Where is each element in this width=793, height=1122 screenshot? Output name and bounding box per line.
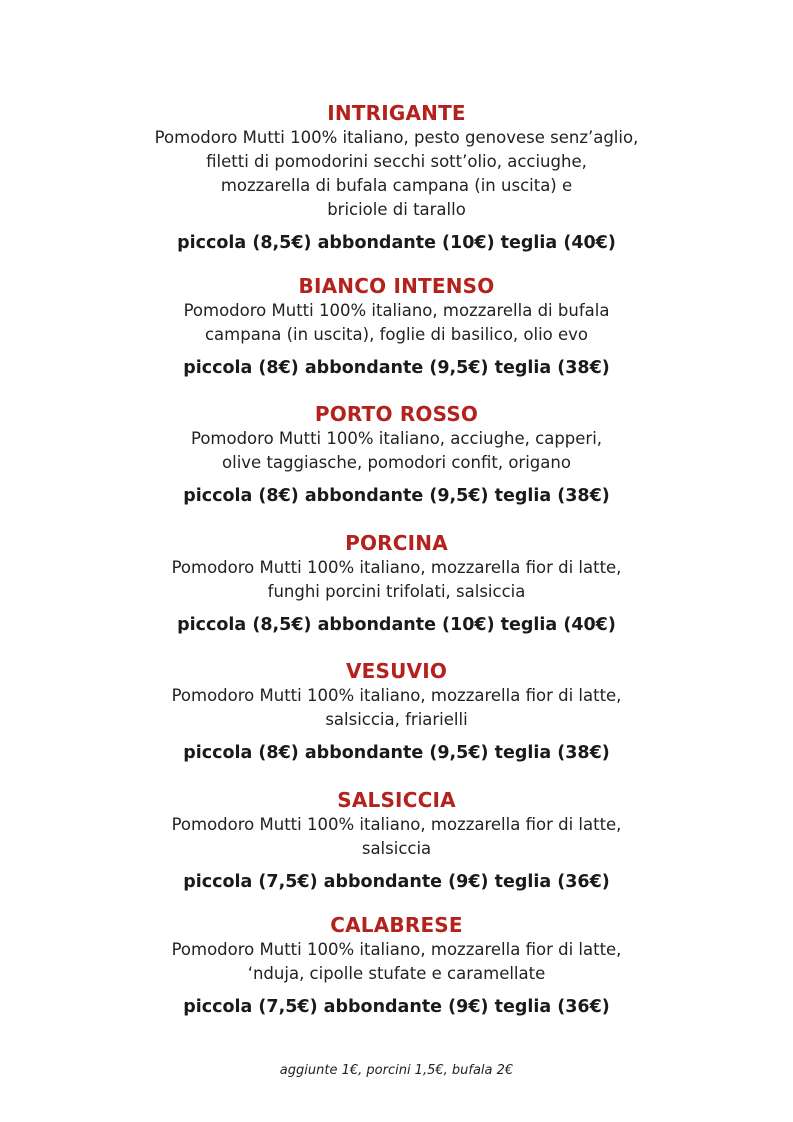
description-line: Pomodoro Mutti 100% italiano, mozzarella fior di latte, [171,940,622,959]
item-description [0,684,793,732]
item-description [0,427,793,475]
description-line: olive taggiasche, pomodori confit, origano [222,453,571,472]
item-price: piccola (8,5€) abbondante (10€) teglia (40€) [177,233,616,253]
item-description [0,813,793,861]
item-price: piccola (8€) abbondante (9,5€) teglia (38€) [183,358,610,378]
description-line: Pomodoro Mutti 100% italiano, acciughe, capperi, [190,429,603,448]
item-price: piccola (7,5€) abbondante (9€) teglia (36€) [183,872,610,892]
item-name: BIANCO INTENSO [298,274,495,298]
menu-item-bianco-intenso [0,273,793,380]
description-line: mozzarella di bufala campana (in uscita) e [220,176,573,195]
description-line: funghi porcini trifolati, salsiccia [267,582,526,601]
item-name: CALABRESE [330,913,463,937]
item-description [0,126,793,222]
item-name: SALSICCIA [337,788,456,812]
description-line: Pomodoro Mutti 100% italiano, mozzarella fior di latte, [171,558,622,577]
menu-item-calabrese [0,912,793,1019]
item-description [0,556,793,604]
extras-footnote: aggiunte 1€, porcini 1,5€, bufala 2€ [279,1063,514,1078]
menu-item-porto-rosso [0,401,793,508]
description-line: Pomodoro Mutti 100% italiano, mozzarella fior di latte, [171,686,622,705]
menu-item-intrigante [0,100,793,255]
item-price: piccola (8€) abbondante (9,5€) teglia (38€) [183,486,610,506]
item-description [0,299,793,347]
description-line: Pomodoro Mutti 100% italiano, mozzarella fior di latte, [171,815,622,834]
description-line: briciole di tarallo [327,200,466,219]
menu-item-salsiccia [0,787,793,894]
description-line: filetti di pomodorini secchi sott’olio, acciughe, [206,152,587,171]
description-line: salsiccia, friarielli [325,710,468,729]
item-name: VESUVIO [345,659,448,683]
description-line: salsiccia [361,839,432,858]
item-price: piccola (8€) abbondante (9,5€) teglia (38€) [183,743,610,763]
item-description [0,938,793,986]
description-line: Pomodoro Mutti 100% italiano, mozzarella di bufala [183,301,610,320]
item-name: PORCINA [345,531,448,555]
description-line: campana (in uscita), foglie di basilico, olio evo [204,325,589,344]
item-price: piccola (7,5€) abbondante (9€) teglia (36€) [183,997,610,1017]
item-name: INTRIGANTE [327,101,466,125]
item-price: piccola (8,5€) abbondante (10€) teglia (40€) [177,615,616,635]
description-line: Pomodoro Mutti 100% italiano, pesto genovese senz’aglio, [154,128,639,147]
item-name: PORTO ROSSO [314,402,479,426]
menu-item-vesuvio [0,658,793,765]
description-line: ‘nduja, cipolle stufate e caramellate [247,964,546,983]
menu-item-porcina [0,530,793,637]
